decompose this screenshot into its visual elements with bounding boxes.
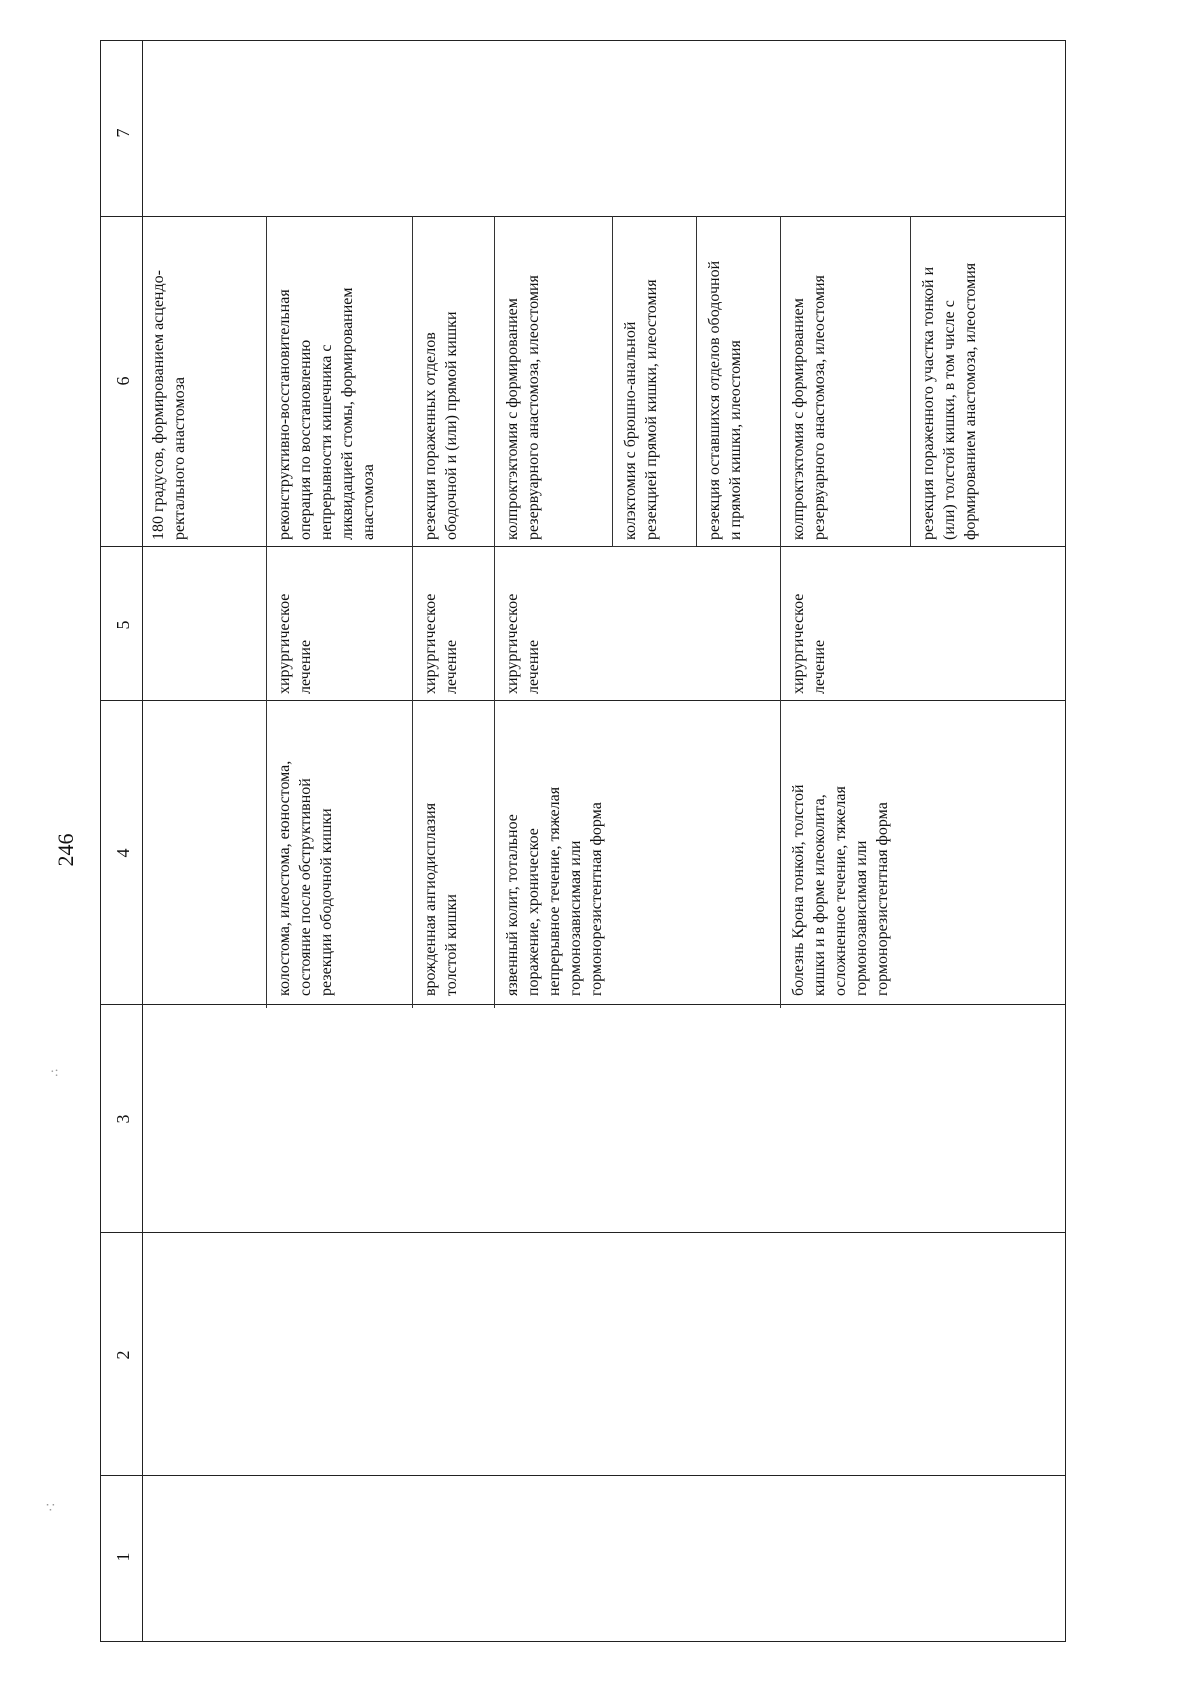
cell-row1-col6: реконструктивно-восстановительная операция по восстановлению непрерывности кишечника с ликвидацией стомы, формированием анастомоза bbox=[276, 287, 377, 540]
cell-row4-col4: болезнь Крона тонкой, толстой кишки и в форме илеоколита, осложненное течение, тяжелая гормонозависимая или гормонорезистентная форма bbox=[790, 784, 891, 996]
cell-row3-col5: хирургическое лечение bbox=[504, 593, 542, 694]
subrow-separator bbox=[612, 216, 613, 546]
column-boundary-6-5 bbox=[100, 546, 1066, 547]
column-header-7: 7 bbox=[113, 128, 133, 138]
cell-row4-col6a: колпроктэктомия с формированием резервуарного анастомоза, илеостомия bbox=[790, 275, 828, 540]
column-boundary-3-2 bbox=[100, 1232, 1066, 1233]
cell-row3-col6c: резекция оставшихся отделов ободочной и прямой кишки, илеостомия bbox=[706, 260, 744, 540]
column-boundary-2-1 bbox=[100, 1475, 1066, 1476]
column-header-3: 3 bbox=[113, 1114, 133, 1124]
column-header-4: 4 bbox=[113, 848, 133, 858]
cell-row3-col4: язвенный колит, тотальное поражение, хроническое непрерывное течение, тяжелая гормонозависимая или гормонорезистентная форма bbox=[504, 786, 605, 996]
scan-speck: ∵ bbox=[46, 1501, 55, 1516]
cell-row1-col4: колостома, илеостома, еюностома, состояние после обструктивной резекции ободочной кишки bbox=[276, 760, 335, 996]
cell-row2-col6: резекция пораженных отделов ободочной и (или) прямой кишки bbox=[422, 311, 460, 540]
cell-row3-col6a: колпроктэктомия с формированием резервуарного анастомоза, илеостомия bbox=[504, 275, 542, 540]
column-header-5: 5 bbox=[113, 620, 133, 630]
row-separator-4 bbox=[780, 216, 781, 1008]
cell-row2-col4: врожденная ангиодисплазия толстой кишки bbox=[422, 802, 460, 996]
cell-row0-col6: 180 градусов, формированием асцендо- ректального анастомоза bbox=[150, 270, 188, 540]
header-divider bbox=[142, 40, 143, 1642]
subrow-separator bbox=[696, 216, 697, 546]
cell-row2-col5: хирургическое лечение bbox=[422, 593, 460, 694]
column-header-2: 2 bbox=[113, 1350, 133, 1360]
scan-speck: ·: bbox=[50, 1065, 59, 1080]
column-boundary-5-4 bbox=[100, 700, 1066, 701]
row-separator-2 bbox=[412, 216, 413, 1008]
page-number: 246 bbox=[53, 833, 78, 867]
row-separator-3 bbox=[494, 216, 495, 1008]
column-header-1: 1 bbox=[113, 1552, 133, 1562]
column-boundary-7-6 bbox=[100, 216, 1066, 217]
column-header-6: 6 bbox=[113, 376, 133, 386]
column-boundary-4-3 bbox=[100, 1004, 1066, 1005]
cell-edge bbox=[612, 546, 696, 547]
cell-row3-col6b: колэктомия с брюшно-анальной резекцией прямой кишки, илеостомия bbox=[622, 279, 660, 540]
cell-row4-col6b: резекция пораженного участка тонкой и (или) толстой кишки, в том числе с формированием анастомоза, илеостомия bbox=[920, 262, 979, 540]
cell-row4-col5: хирургическое лечение bbox=[790, 593, 828, 694]
subrow-separator bbox=[910, 216, 911, 546]
row-separator-1 bbox=[266, 216, 267, 1008]
cell-row1-col5: хирургическое лечение bbox=[276, 593, 314, 694]
